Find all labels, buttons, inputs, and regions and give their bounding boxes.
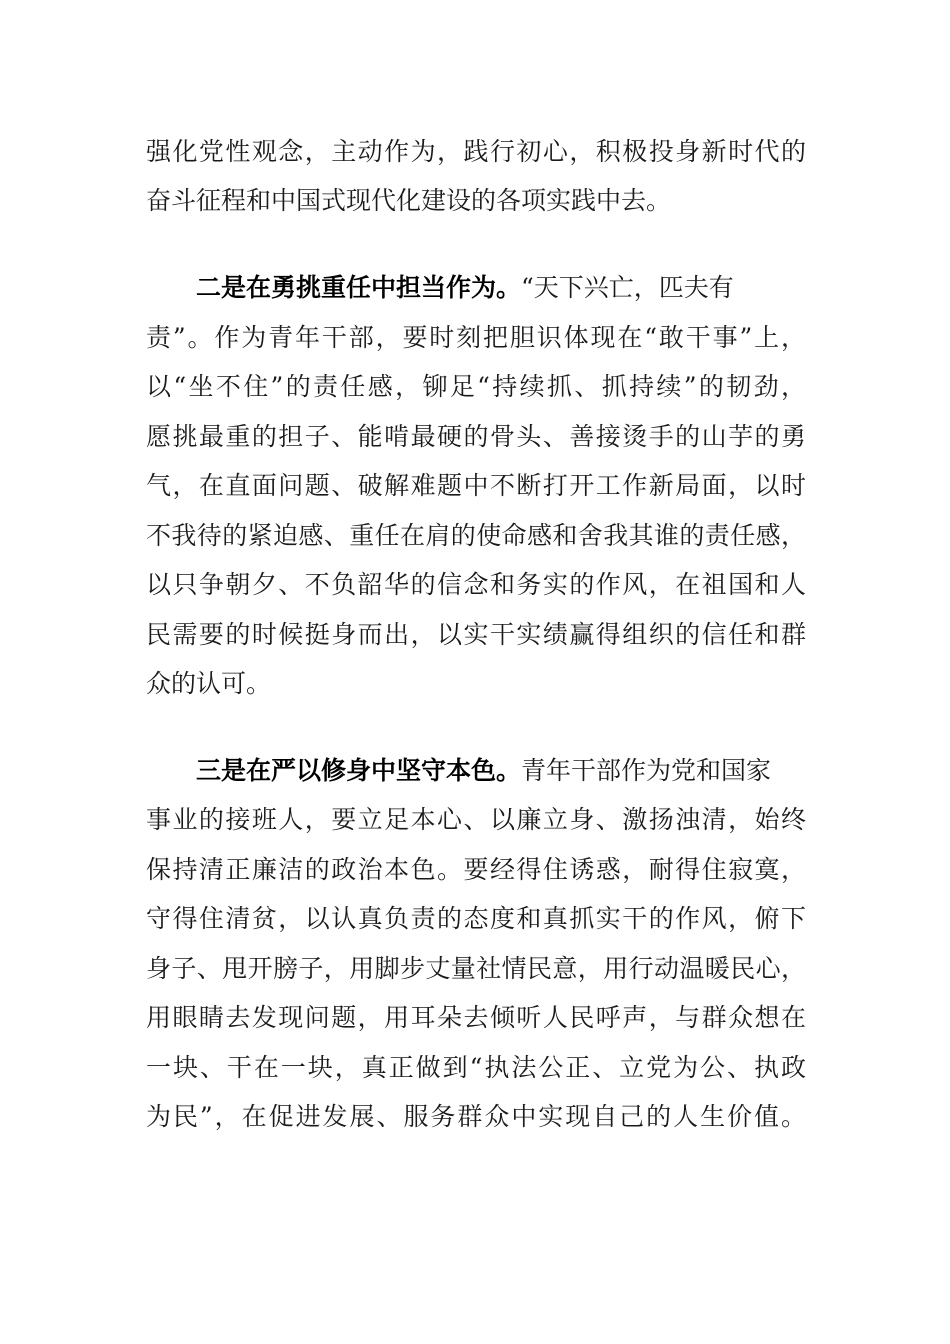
paragraph-2-line-6: 不我待的紧迫感、重任在肩的使命感和舍我其谁的责任感， [146, 521, 806, 550]
paragraph-3-line-4: 守得住清贫，以认真负责的态度和真抓实干的作风，俯下 [146, 904, 806, 933]
paragraph-3-heading: 三是在严以修身中坚守本色。 [196, 756, 522, 785]
paragraph-2-line-3: 以“坐不住”的责任感，铆足“持续抓、抓持续”的韧劲， [146, 372, 806, 401]
paragraph-2-line-4: 愿挑最重的担子、能啃最硬的骨头、善接烫手的山芋的勇 [146, 422, 806, 451]
paragraph-2-line-8: 民需要的时候挺身而出，以实干实绩赢得组织的信任和群 [146, 620, 806, 649]
paragraph-3-line-8: 为民”，在促进发展、服务群众中实现自己的人生价值。 [146, 1102, 806, 1131]
paragraph-2-line-9: 众的认可。 [146, 669, 272, 698]
paragraph-2-line-5: 气，在直面问题、破解难题中不断打开工作新局面，以时 [146, 471, 806, 500]
paragraph-2-first-line-text: “天下兴亡，匹夫有 [521, 273, 734, 302]
paragraph-2-line-7: 以只争朝夕、不负韶华的信念和务实的作风，在祖国和人 [146, 570, 806, 599]
paragraph-2-line-1 [196, 268, 806, 308]
paragraph-3-line-2: 事业的接班人，要立足本心、以廉立身、激扬浊清，始终 [146, 805, 806, 834]
paragraph-1-line-2: 奋斗征程和中国式现代化建设的各项实践中去。 [146, 186, 672, 215]
paragraph-3-first-line-text: 青年干部作为党和国家 [521, 756, 772, 785]
paragraph-1-line-1: 强化党性观念，主动作为，践行初心，积极投身新时代的 [146, 137, 806, 166]
paragraph-3-line-3: 保持清正廉洁的政治本色。要经得住诱惑，耐得住寂寞， [146, 855, 806, 884]
paragraph-2-line-2: 责”。作为青年干部，要时刻把胆识体现在“敢干事”上， [146, 323, 806, 352]
paragraph-3-line-6: 用眼睛去发现问题，用耳朵去倾听人民呼声，与群众想在 [146, 1003, 806, 1032]
paragraph-3-line-5: 身子、甩开膀子，用脚步丈量社情民意，用行动温暖民心， [146, 954, 806, 983]
paragraph-2-heading: 二是在勇挑重任中担当作为。 [196, 273, 522, 302]
paragraph-3-line-1 [196, 751, 806, 791]
paragraph-3-line-7: 一块、干在一块，真正做到“执法公正、立党为公、执政 [146, 1053, 806, 1082]
